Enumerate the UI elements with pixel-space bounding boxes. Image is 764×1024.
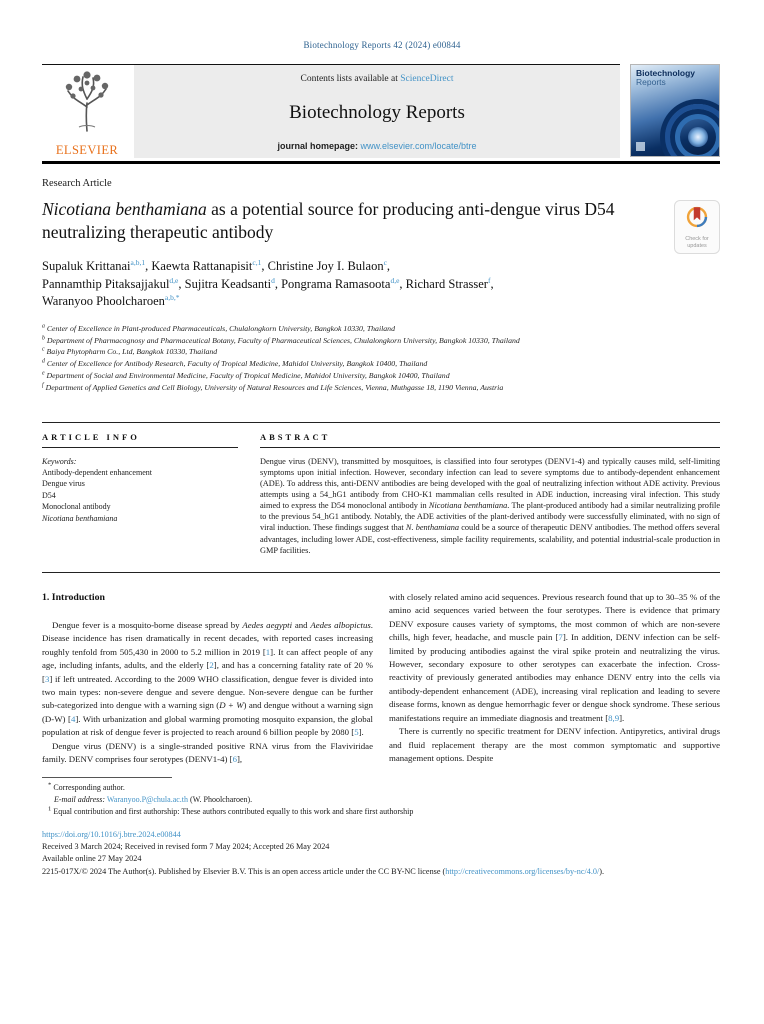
check-for-updates-label: Check for updates [685, 236, 709, 249]
author-list [42, 258, 720, 311]
keyword: Nicotiana benthamiana [42, 513, 118, 523]
homepage-line [142, 141, 612, 151]
journal-title: Biotechnology Reports [289, 101, 465, 123]
affiliation: $^b$ Department of Pharmacognosy and Pharmaceutical Botany, Faculty of Pharmaceutical Sciences, Chulalongkorn University, Bangkok 10330, Thailand [42, 334, 520, 345]
reference-link[interactable]: 6 [232, 754, 237, 765]
author: Richard Strasser$^f$, [405, 275, 494, 291]
affiliation: $^c$ Baiya Phytopharm Co., Ltd, Bangkok 10330, Thailand [42, 346, 218, 357]
header-divider [42, 161, 720, 164]
intro-paragraph-3: There is currently no specific treatment for DENV infection. Antipyretics, antiviral drugs and fluid replacement therapy are the most common symptomatic and supportive management options. Despite [389, 726, 720, 764]
publication-info [42, 829, 720, 878]
reference-link[interactable]: 8,9 [608, 712, 620, 723]
affiliation: $^f$ Department of Applied Genetics and Cell Biology, University of Natural Resources and Life Sciences, Vienna, Muthgasse 18, 1190 Vienna, Austria [42, 382, 504, 392]
license-line: 2215-017X/© 2024 The Author(s). Published by Elsevier B.V. This is an open access article under the CC BY-NC license (http://creativecommons.org/licenses/by-nc/4.0/). [42, 866, 605, 876]
reference-link[interactable]: 5 [354, 727, 359, 738]
email-link[interactable]: Waranyoo.P@chula.ac.th [106, 794, 189, 804]
cover-title-text: Biotechnology [636, 68, 696, 78]
journal-header-main [42, 64, 620, 158]
homepage-label: journal homepage: [277, 141, 358, 151]
author: Christine Joy I. Bulaon$^c$, [267, 258, 391, 274]
article-info-abstract-section [42, 422, 720, 573]
author-line-2 [42, 276, 720, 294]
article-body [42, 591, 720, 767]
abstract-heading: ABSTRACT [260, 432, 720, 448]
reference-link[interactable]: 7 [558, 632, 563, 643]
author: Sujitra Keadsanti$^d$, [184, 275, 282, 291]
footnote-divider [42, 777, 172, 778]
author: Pannamthip Pitaksajjakul$^{d,e}$, [42, 275, 185, 291]
contents-label: Contents lists available at [300, 74, 398, 84]
article-info-heading: ARTICLE INFO [42, 432, 238, 448]
author: Pongrama Ramasoota$^{d,e}$, [281, 275, 406, 291]
body-column-right [389, 591, 720, 767]
article-title-species: Nicotiana benthamiana [42, 199, 207, 219]
intro-paragraph-2-continued: with closely related amino acid sequences. Previous research found that up to 30–35 % of the amino acid sequences varied between the four serotypes. There is evidence that primary DENV exposure causes variety of symptoms, the most common of which are non-severe chills, high fever, headache, and muscle pain [7]. In addition, DENV infection can be self-limited by producing antibodies against the viral spike protein and neutralizing the virus. However, secondary exposure to other serotypes can exacerbate the infection. Cross-reactivity of previously generated antibodies may enhance DENV entry into the cells via antibody-dependent enhancement (ADE), increasing viral replication and leading to severe disease forms, known as dengue hemorrhagic fever or dengue shock syndrome. These serious manifestations require an immediate diagnosis and treatment [8,9]. [389, 591, 720, 723]
equal-contribution-note: $^1$ Equal contribution and first authorship: These authors contributed equally to this work and share first authorship [48, 805, 414, 816]
journal-cover-image[interactable] [630, 64, 720, 157]
journal-homepage-link[interactable]: www.elsevier.com/locate/btre [360, 141, 477, 151]
keywords-label: Keywords: [42, 456, 77, 466]
affiliation: $^a$ Center of Excellence in Plant-produced Pharmaceuticals, Chulalongkorn University, Bangkok 10330, Thailand [42, 323, 395, 333]
elsevier-logo[interactable] [42, 65, 134, 158]
journal-banner [134, 65, 620, 158]
reference-link[interactable]: 3 [44, 673, 50, 684]
license-link[interactable]: http://creativecommons.org/licenses/by-nc/4.0/ [445, 866, 600, 876]
affiliation: $^d$ Center of Excellence for Antibody Research, Faculty of Tropical Medicine, Mahidol University, Bangkok 10400, Thailand [42, 358, 428, 369]
author-line-1 [42, 258, 720, 276]
article-title [42, 198, 658, 244]
check-for-updates-badge[interactable] [674, 200, 720, 254]
article-title-rest: as a potential source for producing anti-dengue virus D54 neutralizing therapeutic antibody [42, 199, 615, 243]
cover-subtitle-text: Reports [636, 77, 666, 88]
affiliation: $^e$ Department of Social and Environmental Medicine, Faculty of Tropical Medicine, Mahidol University, Bangkok 10400, Thailand [42, 370, 450, 381]
elsevier-tree-icon [59, 69, 115, 133]
journal-header [42, 64, 720, 158]
doi-link[interactable]: https://doi.org/10.1016/j.btre.2024.e00844 [42, 829, 181, 839]
received-dates: Received 3 March 2024; Received in revised form 7 May 2024; Accepted 26 May 2024 [42, 842, 330, 851]
intro-paragraph-1: Dengue fever is a mosquito-borne disease spread by Aedes aegypti and Aedes albopictus. Disease incidence has risen dramatically in recent decades, with reported cases increasing roughly tenfold from 505,430 in 2000 to 5.2 million in 2019 [1]. It can affect people of any age, including infants, adults, and the elderly [2], and has a concerning fatality rate of 20 % [3] if left untreated. According to the 2009 WHO classification, dengue fever is divided into two main types: non-severe dengue and severe dengue. Non-severe dengue can be further sub-categorized into dengue with a warning sign (D + W) and dengue without a warning sign (D-W) [4]. With urbanization and global warming promoting mosquito expansion, the global population at risk of dengue fever is projected to reach around 6 billion people by 2080 [5]. [42, 619, 373, 738]
doi-line [42, 829, 720, 841]
author: Supaluk Krittanai$^{a,b,1}$, [42, 258, 152, 274]
keyword: Antibody-dependent enhancement [42, 468, 152, 478]
email-note: E-mail address: Waranyoo.P@chula.ac.th (W. Phoolcharoen). [54, 794, 253, 804]
section-heading-introduction: 1. Introduction [42, 591, 105, 603]
footnotes [42, 782, 720, 818]
author-line-3 [42, 293, 720, 311]
contents-line [142, 74, 612, 84]
elsevier-wordmark: ELSEVIER [55, 143, 119, 157]
cover-eye-graphic [665, 104, 720, 157]
abstract-text: Dengue virus (DENV), transmitted by mosquitoes, is classified into four serotypes (DENV1-4) and typically causes mild, self-limiting symptoms upon initial infection. However, secondary infection can lead to severe symptoms due to antibody-dependent enhancement (ADE). To address this, anti-DENV antibodies are being developed with the goal of neutralizing infection without ADE activity. Previous attempts using a 54_hG1 antibody from CHO-K1 mammalian cells resulted in ADE induction, increasing viral infection. This study aimed to express the D54 monoclonal antibody in Nicotiana benthamiana. The plant-produced antibody had a similar neutralizing profile to the previous 54_hG1 antibody. Notably, the ADE activities of the plant-derived antibody were successfully eliminated, with no sign of viral induction. These findings suggest that N. benthamiana could be a source of therapeutic DENV antibodies. The method offers several advantages, including lower ADE, cost-effectiveness, simple facility requirements, scalability, and potential industrial-scale production in GMP facilities. [260, 456, 720, 555]
author: Waranyoo Phoolcharoen$^{a,b,*}$ [42, 293, 180, 309]
corresponding-author-note: * Corresponding author. [48, 781, 125, 792]
keyword: Dengue virus [42, 479, 85, 489]
keyword: D54 [42, 490, 56, 500]
affiliation-list [42, 323, 720, 394]
body-column-left [42, 591, 373, 767]
available-online: Available online 27 May 2024 [42, 854, 142, 864]
reference-link[interactable]: 4 [70, 713, 76, 724]
cover-title [636, 69, 695, 88]
journal-citation: Biotechnology Reports 42 (2024) e00844 [303, 40, 461, 50]
reference-link[interactable]: 1 [265, 646, 271, 657]
author: Kaewta Rattanapisit$^{c,1}$, [151, 258, 268, 274]
abstract-column [260, 432, 720, 556]
cover-logo-chip [636, 142, 645, 151]
sciencedirect-link[interactable]: ScienceDirect [400, 74, 454, 84]
article-type-label: Research Article [42, 178, 112, 189]
reference-link[interactable]: 2 [209, 660, 214, 671]
article-info-column [42, 432, 238, 556]
keyword: Monoclonal antibody [42, 502, 111, 512]
intro-paragraph-2: Dengue virus (DENV) is a single-stranded positive RNA virus from the Flaviviridae family. DENV comprises four serotypes (DENV1-4) [6], [42, 740, 373, 765]
crossmark-icon [682, 204, 712, 230]
keywords-block [42, 456, 238, 524]
